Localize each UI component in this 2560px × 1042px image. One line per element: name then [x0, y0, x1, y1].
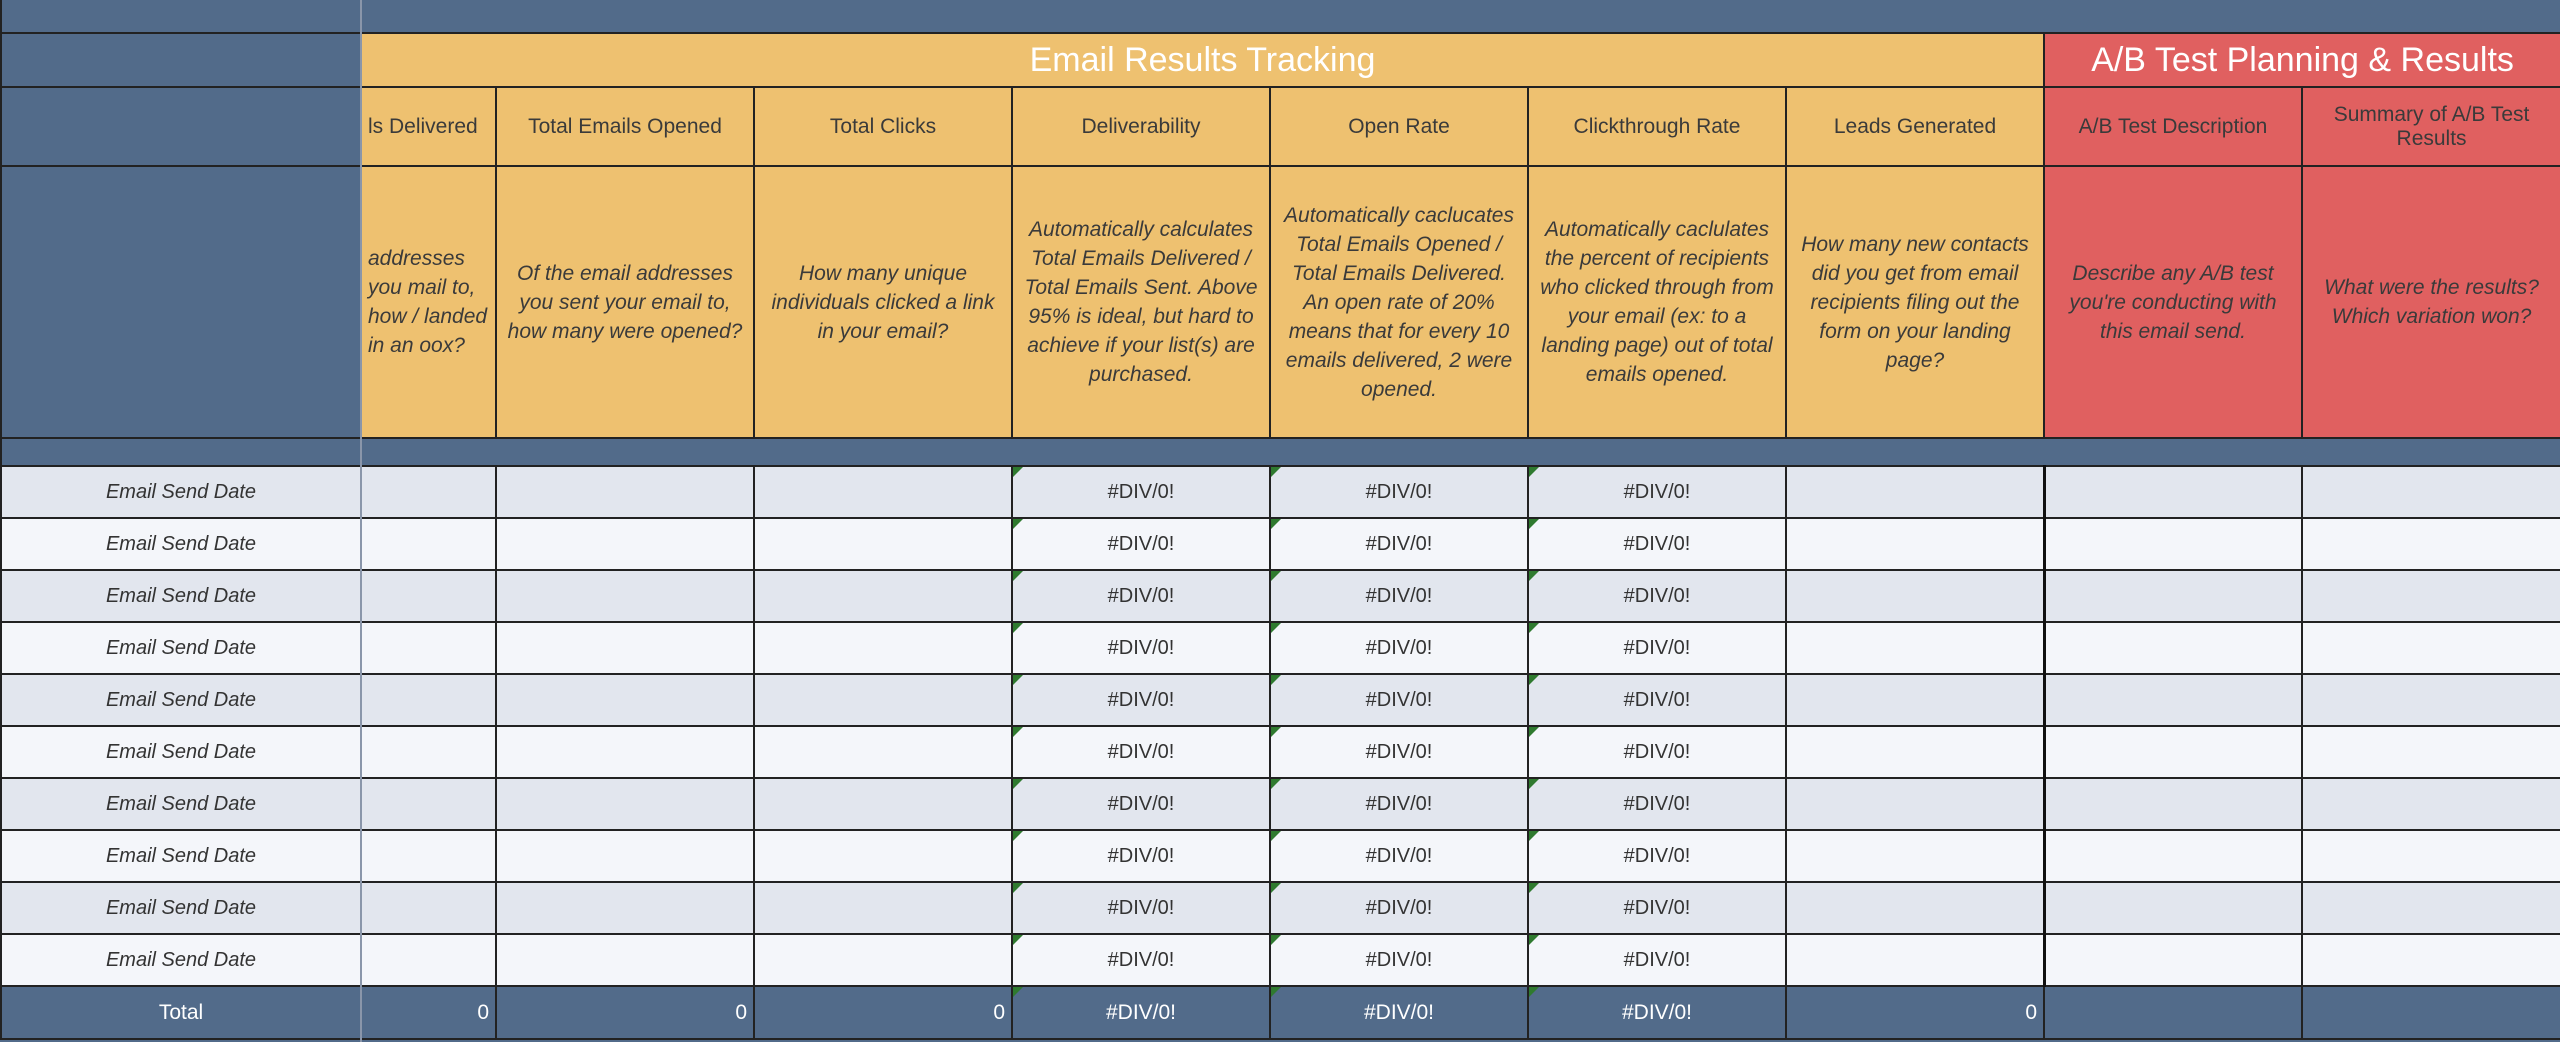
cell-ab-description[interactable]	[2044, 622, 2302, 674]
cell-open-rate[interactable]: #DIV/0!	[1270, 570, 1528, 622]
frozen-pane-divider[interactable]	[360, 0, 362, 1042]
table-row	[1, 674, 2560, 726]
row-label-email-send-date[interactable]: Email Send Date	[1, 518, 361, 570]
row-label-email-send-date[interactable]: Email Send Date	[1, 882, 361, 934]
top-band	[1, 0, 2560, 33]
cell-ab-summary[interactable]	[2302, 570, 2560, 622]
total-ab-summary[interactable]	[2302, 986, 2560, 1039]
cell-ab-description[interactable]	[2044, 466, 2302, 518]
cell-delivered[interactable]	[361, 622, 496, 674]
total-leads[interactable]: 0	[1786, 986, 2044, 1039]
col-desc-deliverability[interactable]: Automatically calculates Total Emails Delivered / Total Emails Sent. Above 95% is ideal, but hard to achieve if your list(s) are purchased.	[1012, 166, 1270, 438]
cell-clicks[interactable]	[754, 570, 1012, 622]
cell-delivered[interactable]	[361, 830, 496, 882]
cell-opened[interactable]	[496, 518, 754, 570]
cell-delivered[interactable]	[361, 518, 496, 570]
cell-leads[interactable]	[1786, 622, 2044, 674]
col-header-open-rate[interactable]: Open Rate	[1270, 87, 1528, 166]
cell-open-rate[interactable]: #DIV/0!	[1270, 882, 1528, 934]
cell-deliverability[interactable]: #DIV/0!	[1012, 726, 1270, 778]
total-ab-description[interactable]	[2044, 986, 2302, 1039]
cell-opened[interactable]	[496, 466, 754, 518]
table-row	[1, 934, 2560, 986]
cell-deliverability[interactable]: #DIV/0!	[1012, 518, 1270, 570]
col-header-ab-summary[interactable]: Summary of A/B Test Results	[2302, 87, 2560, 166]
cell-opened[interactable]	[496, 778, 754, 830]
table-row	[1, 830, 2560, 882]
col-desc-delivered[interactable]: addresses you mail to, how / landed in an oox?	[361, 166, 496, 438]
column-header-row	[1, 87, 2560, 166]
cell-deliverability[interactable]: #DIV/0!	[1012, 466, 1270, 518]
column-description-row	[1, 166, 2560, 438]
row-label-header-cell[interactable]	[1, 33, 361, 87]
cell-delivered[interactable]	[361, 778, 496, 830]
cell-deliverability[interactable]: #DIV/0!	[1012, 830, 1270, 882]
cell-ab-summary[interactable]	[2302, 466, 2560, 518]
cell-clicks[interactable]	[754, 882, 1012, 934]
cell-ab-description[interactable]	[2044, 570, 2302, 622]
cell-ab-description[interactable]	[2044, 778, 2302, 830]
cell-clickthrough-rate[interactable]: #DIV/0!	[1528, 882, 1786, 934]
cell-leads[interactable]	[1786, 934, 2044, 986]
cell-clicks[interactable]	[754, 830, 1012, 882]
table-row	[1, 570, 2560, 622]
col-desc-clicks[interactable]: How many unique individuals clicked a link in your email?	[754, 166, 1012, 438]
total-open-rate[interactable]: #DIV/0!	[1270, 986, 1528, 1039]
cell-delivered[interactable]	[361, 882, 496, 934]
row-label-email-send-date[interactable]: Email Send Date	[1, 830, 361, 882]
cell-delivered[interactable]	[361, 934, 496, 986]
cell-clicks[interactable]	[754, 622, 1012, 674]
cell-leads[interactable]	[1786, 570, 2044, 622]
cell-deliverability[interactable]: #DIV/0!	[1012, 570, 1270, 622]
col-desc-ab-summary[interactable]: What were the results? Which variation won?	[2302, 166, 2560, 438]
table-row	[1, 622, 2560, 674]
cell-clicks[interactable]	[754, 518, 1012, 570]
cell-open-rate[interactable]: #DIV/0!	[1270, 518, 1528, 570]
cell-ab-summary[interactable]	[2302, 778, 2560, 830]
cell-ab-description[interactable]	[2044, 934, 2302, 986]
row-label-email-send-date[interactable]: Email Send Date	[1, 726, 361, 778]
row-label-email-send-date[interactable]: Email Send Date	[1, 570, 361, 622]
cell-leads[interactable]	[1786, 830, 2044, 882]
separator-row	[1, 438, 2560, 466]
col-header-clickthrough-rate[interactable]: Clickthrough Rate	[1528, 87, 1786, 166]
row-label-email-send-date[interactable]: Email Send Date	[1, 622, 361, 674]
cell-clickthrough-rate[interactable]: #DIV/0!	[1528, 518, 1786, 570]
row-label-email-send-date[interactable]: Email Send Date	[1, 934, 361, 986]
col-header-deliverability[interactable]: Deliverability	[1012, 87, 1270, 166]
row-label-email-send-date[interactable]: Email Send Date	[1, 466, 361, 518]
ab-test-section-title[interactable]: A/B Test Planning & Results	[2044, 33, 2560, 87]
col-desc-leads[interactable]: How many new contacts did you get from email recipients filing out the form on your landing page?	[1786, 166, 2044, 438]
table-row	[1, 518, 2560, 570]
cell-ab-summary[interactable]	[2302, 882, 2560, 934]
col-header-ab-description[interactable]: A/B Test Description	[2044, 87, 2302, 166]
cell-deliverability[interactable]: #DIV/0!	[1012, 934, 1270, 986]
cell-ab-summary[interactable]	[2302, 518, 2560, 570]
total-clickthrough-rate[interactable]: #DIV/0!	[1528, 986, 1786, 1039]
cell-leads[interactable]	[1786, 778, 2044, 830]
cell-clicks[interactable]	[754, 778, 1012, 830]
col-header-clicks[interactable]: Total Clicks	[754, 87, 1012, 166]
cell-opened[interactable]	[496, 570, 754, 622]
cell-open-rate[interactable]: #DIV/0!	[1270, 934, 1528, 986]
cell-clicks[interactable]	[754, 466, 1012, 518]
col-desc-clickthrough-rate[interactable]: Automatically caclulates the percent of recipients who clicked through from your email (ex: to a landing page) out of total emails opened.	[1528, 166, 1786, 438]
cell-opened[interactable]	[496, 830, 754, 882]
cell-leads[interactable]	[1786, 726, 2044, 778]
cell-delivered[interactable]	[361, 726, 496, 778]
cell-clickthrough-rate[interactable]: #DIV/0!	[1528, 622, 1786, 674]
cell-clickthrough-rate[interactable]: #DIV/0!	[1528, 466, 1786, 518]
cell-opened[interactable]	[496, 622, 754, 674]
cell-open-rate[interactable]: #DIV/0!	[1270, 830, 1528, 882]
cell-clickthrough-rate[interactable]: #DIV/0!	[1528, 674, 1786, 726]
cell-open-rate[interactable]: #DIV/0!	[1270, 726, 1528, 778]
cell-ab-summary[interactable]	[2302, 726, 2560, 778]
cell-ab-summary[interactable]	[2302, 674, 2560, 726]
cell-leads[interactable]	[1786, 466, 2044, 518]
table-row	[1, 778, 2560, 830]
cell-ab-description[interactable]	[2044, 882, 2302, 934]
cell-deliverability[interactable]: #DIV/0!	[1012, 674, 1270, 726]
cell-open-rate[interactable]: #DIV/0!	[1270, 778, 1528, 830]
row-label-email-send-date[interactable]: Email Send Date	[1, 778, 361, 830]
cell-ab-description[interactable]	[2044, 674, 2302, 726]
separator-band	[1, 438, 2560, 466]
cell-delivered[interactable]	[361, 570, 496, 622]
section-title-row	[1, 33, 2560, 87]
cell-delivered[interactable]	[361, 674, 496, 726]
cell-ab-summary[interactable]	[2302, 830, 2560, 882]
cell-clicks[interactable]	[754, 934, 1012, 986]
col-desc-ab-description[interactable]: Describe any A/B test you're conducting with this email send.	[2044, 166, 2302, 438]
cell-clicks[interactable]	[754, 674, 1012, 726]
cell-leads[interactable]	[1786, 882, 2044, 934]
cell-open-rate[interactable]: #DIV/0!	[1270, 466, 1528, 518]
col-header-leads[interactable]: Leads Generated	[1786, 87, 2044, 166]
cell-open-rate[interactable]: #DIV/0!	[1270, 622, 1528, 674]
table-row	[1, 726, 2560, 778]
col-desc-open-rate[interactable]: Automatically caclucates Total Emails Opened / Total Emails Delivered. An open rate of 20% means that for every 10 emails delivered, 2 were opened.	[1270, 166, 1528, 438]
row-label-email-send-date[interactable]: Email Send Date	[1, 674, 361, 726]
row-label-column-header[interactable]	[1, 87, 361, 166]
table-row	[1, 882, 2560, 934]
cell-clickthrough-rate[interactable]: #DIV/0!	[1528, 778, 1786, 830]
cell-leads[interactable]	[1786, 674, 2044, 726]
cell-clickthrough-rate[interactable]: #DIV/0!	[1528, 934, 1786, 986]
cell-opened[interactable]	[496, 882, 754, 934]
cell-opened[interactable]	[496, 934, 754, 986]
total-label[interactable]: Total	[1, 986, 361, 1039]
total-deliverability[interactable]: #DIV/0!	[1012, 986, 1270, 1039]
cell-clickthrough-rate[interactable]: #DIV/0!	[1528, 726, 1786, 778]
cell-leads[interactable]	[1786, 518, 2044, 570]
top-band-row	[1, 0, 2560, 33]
row-label-description-cell[interactable]	[1, 166, 361, 438]
cell-ab-description[interactable]	[2044, 726, 2302, 778]
cell-ab-description[interactable]	[2044, 830, 2302, 882]
cell-deliverability[interactable]: #DIV/0!	[1012, 778, 1270, 830]
cell-opened[interactable]	[496, 726, 754, 778]
cell-deliverability[interactable]: #DIV/0!	[1012, 622, 1270, 674]
col-desc-opened[interactable]: Of the email addresses you sent your email to, how many were opened?	[496, 166, 754, 438]
cell-ab-summary[interactable]	[2302, 622, 2560, 674]
total-clicks[interactable]: 0	[754, 986, 1012, 1039]
cell-clickthrough-rate[interactable]: #DIV/0!	[1528, 830, 1786, 882]
cell-clicks[interactable]	[754, 726, 1012, 778]
cell-deliverability[interactable]: #DIV/0!	[1012, 882, 1270, 934]
col-header-opened[interactable]: Total Emails Opened	[496, 87, 754, 166]
cell-clickthrough-rate[interactable]: #DIV/0!	[1528, 570, 1786, 622]
totals-row	[1, 986, 2560, 1039]
cell-delivered[interactable]	[361, 466, 496, 518]
total-opened[interactable]: 0	[496, 986, 754, 1039]
cell-opened[interactable]	[496, 674, 754, 726]
cell-ab-summary[interactable]	[2302, 934, 2560, 986]
email-results-section-title[interactable]: Email Results Tracking	[361, 33, 2044, 87]
cell-open-rate[interactable]: #DIV/0!	[1270, 674, 1528, 726]
table-row	[1, 466, 2560, 518]
total-delivered[interactable]: 0	[361, 986, 496, 1039]
cell-ab-description[interactable]	[2044, 518, 2302, 570]
col-header-delivered[interactable]: ls Delivered	[361, 87, 496, 166]
